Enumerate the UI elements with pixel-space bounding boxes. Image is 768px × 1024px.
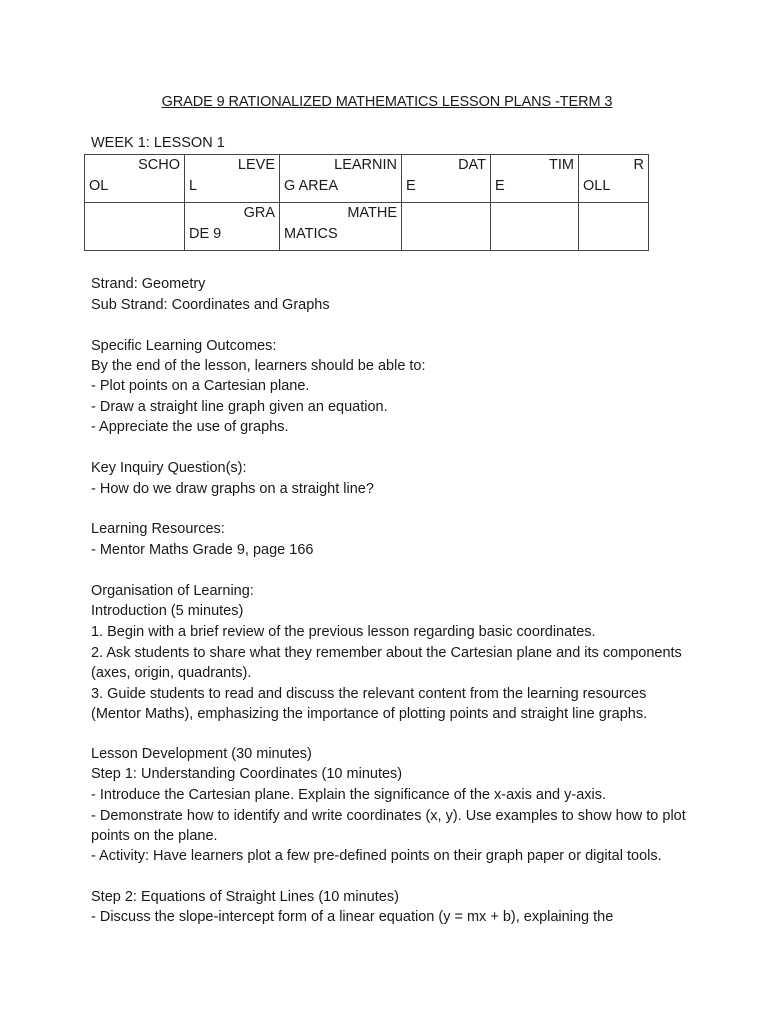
table-cell: LEARNIN G AREA [280, 155, 402, 203]
lesson-info-table [84, 154, 649, 251]
development-heading: Lesson Development (30 minutes) [91, 746, 312, 762]
list-item: - Activity: Have learners plot a few pre-defined points on their graph paper or digital tools. [91, 848, 662, 864]
list-item: - Introduce the Cartesian plane. Explain the significance of the x-axis and y-axis. [91, 787, 607, 803]
list-item: - How do we draw graphs on a straight line? [91, 481, 374, 497]
list-item: - Draw a straight line graph given an equation. [91, 399, 388, 415]
list-item: - Plot points on a Cartesian plane. [91, 378, 310, 394]
table-cell [402, 203, 491, 251]
list-item: - Demonstrate how to identify and write coordinates (x, y). Use examples to show how to plot points on the plane. [91, 808, 686, 844]
list-item: 2. Ask students to share what they remember about the Cartesian plane and its components (axes, origin, quadrants). [91, 645, 682, 681]
week-lesson-label: WEEK 1: LESSON 1 [91, 135, 225, 151]
step1-heading: Step 1: Understanding Coordinates (10 minutes) [91, 766, 403, 782]
table-cell [579, 203, 649, 251]
outcomes-heading: Specific Learning Outcomes: [91, 338, 277, 354]
resources-heading: Learning Resources: [91, 521, 225, 537]
sub-strand-line: Sub Strand: Coordinates and Graphs [91, 297, 330, 313]
list-item: - Mentor Maths Grade 9, page 166 [91, 542, 314, 558]
document-title: GRADE 9 RATIONALIZED MATHEMATICS LESSON PLANS -TERM 3 [161, 94, 613, 110]
table-cell: GRA DE 9 [185, 203, 280, 251]
list-item: - Discuss the slope-intercept form of a linear equation (y = mx + b), explaining the [91, 909, 614, 925]
table-cell: TIM E [491, 155, 579, 203]
table-cell: SCHO OL [85, 155, 185, 203]
strand-line: Strand: Geometry [91, 276, 206, 292]
table-cell [85, 203, 185, 251]
table-cell: R OLL [579, 155, 649, 203]
outcomes-intro: By the end of the lesson, learners should be able to: [91, 358, 426, 374]
table-header-row [85, 155, 649, 203]
list-item: 1. Begin with a brief review of the previous lesson regarding basic coordinates. [91, 624, 596, 640]
table-row [85, 203, 649, 251]
table-cell: DAT E [402, 155, 491, 203]
introduction-heading: Introduction (5 minutes) [91, 603, 244, 619]
list-item: - Appreciate the use of graphs. [91, 419, 289, 435]
step2-heading: Step 2: Equations of Straight Lines (10 minutes) [91, 889, 399, 905]
list-item: 3. Guide students to read and discuss the relevant content from the learning resources (Mentor Maths), emphasizing the importance of plotting points and straight line graphs. [91, 686, 648, 722]
table-cell [491, 203, 579, 251]
table-cell: MATHE MATICS [280, 203, 402, 251]
inquiry-heading: Key Inquiry Question(s): [91, 460, 247, 476]
table-cell: LEVE L [185, 155, 280, 203]
organisation-heading: Organisation of Learning: [91, 583, 254, 599]
